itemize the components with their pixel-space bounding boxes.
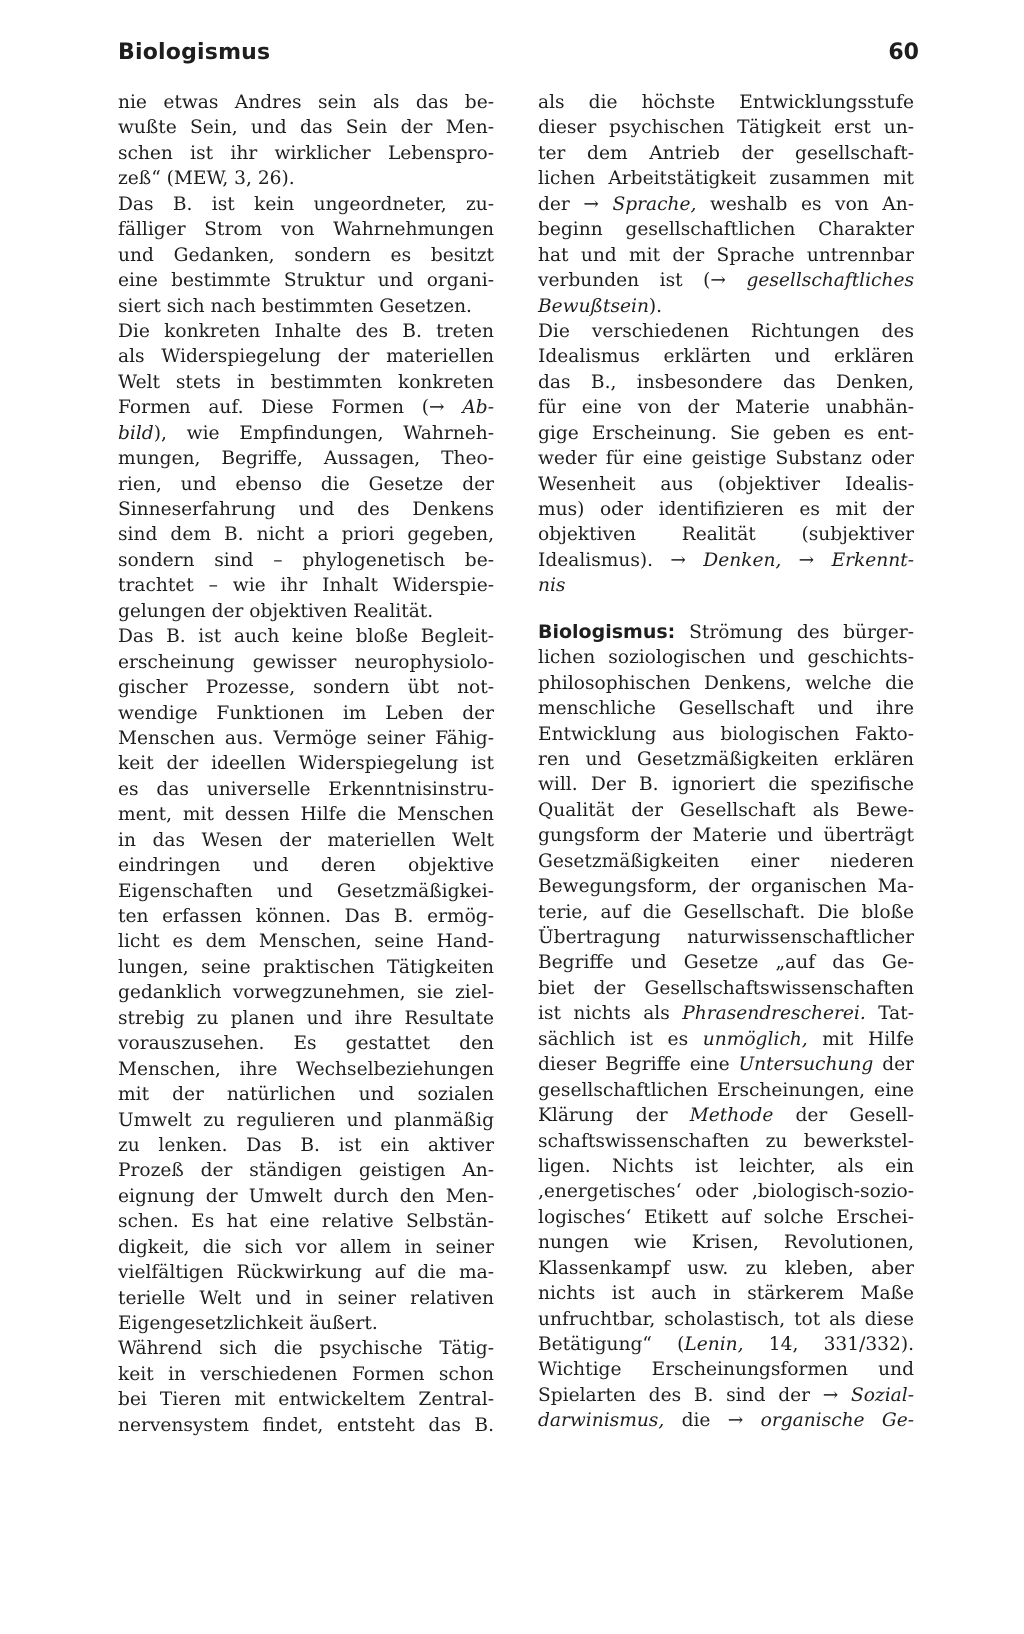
- text-line: [118, 904, 494, 929]
- text-run: gungsform der Materie und überträgt: [538, 825, 914, 847]
- text-run: Begriffe und Gesetze „auf das Ge-: [538, 952, 914, 974]
- text-run: Klassenkampf usw. zu kleben, aber: [538, 1257, 914, 1279]
- text-run: schen. Es hat eine relative Selbstän-: [118, 1211, 494, 1233]
- text-run: ment, mit dessen Hilfe die Menschen: [118, 804, 494, 826]
- text-line: [538, 696, 914, 721]
- text-run: rien, und ebenso die Gesetze der: [118, 473, 494, 495]
- right-column: [538, 90, 914, 1434]
- text-run: gischer Prozesse, sondern übt not-: [118, 677, 494, 699]
- text-run: Die verschiedenen Richtungen des: [538, 320, 914, 342]
- text-line: [118, 1387, 494, 1412]
- text-line: [538, 722, 914, 747]
- text-run: Eigengesetzlichkeit äußert.: [118, 1313, 378, 1334]
- text-run: sondern sind – phylogenetisch be-: [118, 549, 494, 571]
- text-line: [118, 802, 494, 827]
- text-run: dieser psychischen Tätigkeit erst un-: [538, 117, 914, 139]
- text-line: [538, 548, 914, 573]
- text-line: [538, 90, 914, 115]
- text-run: sächlich ist es: [538, 1028, 703, 1050]
- text-run: Umwelt zu regulieren und planmäßig: [118, 1109, 494, 1131]
- text-run: mit der natürlichen und sozialen: [118, 1084, 494, 1106]
- text-line: [538, 319, 914, 344]
- text-run: eine bestimmte Struktur und organi-: [118, 270, 494, 292]
- text-run: Tat-: [865, 1003, 914, 1025]
- text-line: [118, 1362, 494, 1387]
- italic-run: Ab-: [462, 397, 494, 419]
- text-run: ren und Gesetzmäßigkeiten erklären: [538, 748, 914, 770]
- text-run: verbunden ist (→: [538, 270, 747, 292]
- text-line: [538, 1230, 914, 1255]
- text-line: [118, 1235, 494, 1260]
- text-run: keit der ideellen Widerspiegelung ist: [118, 753, 494, 775]
- text-run: Sinneserfahrung und des Denkens: [118, 499, 494, 520]
- text-run: ), wie Empfindungen, Wahrneh-: [153, 422, 494, 444]
- text-line: [538, 370, 914, 395]
- text-line: [118, 141, 494, 166]
- text-run: Idealismus erklärten und erklären: [538, 346, 914, 368]
- text-run: strebig zu planen und ihre Resultate: [118, 1007, 494, 1029]
- text-line: [538, 1129, 914, 1154]
- text-line: [538, 395, 914, 420]
- text-run: Betätigung“ (: [538, 1334, 685, 1355]
- text-run: Klärung der: [538, 1105, 690, 1127]
- text-run: terie, auf die Gesellschaft. Die bloße: [538, 901, 914, 923]
- italic-run: Denken,: [703, 549, 782, 571]
- text-line: [538, 1307, 914, 1332]
- text-line: [118, 421, 494, 446]
- text-run: siert sich nach bestimmten Gesetzen.: [118, 295, 472, 317]
- text-run: zeß“ (MEW, 3, 26).: [118, 168, 295, 190]
- text-line: [118, 828, 494, 853]
- text-line: [538, 849, 914, 874]
- text-run: Formen auf. Diese Formen (→: [118, 397, 463, 419]
- italic-run: Methode: [689, 1105, 774, 1127]
- running-head: Biologismus: [118, 40, 271, 65]
- text-line: [538, 671, 914, 696]
- text-line: [118, 370, 494, 395]
- text-line: [118, 192, 494, 217]
- text-line: [118, 115, 494, 140]
- text-run: als Widerspiegelung der materiellen: [118, 346, 494, 368]
- text-run: gedanklich vorwegzunehmen, sie ziel-: [118, 982, 494, 1004]
- text-run: in das Wesen der materiellen Welt: [118, 829, 494, 851]
- text-line: [538, 243, 914, 268]
- text-run: mungen, Begriffe, Aussagen, Theo-: [118, 448, 494, 470]
- text-line: [118, 548, 494, 573]
- text-line: [118, 1209, 494, 1234]
- text-run: der Gesell-: [773, 1105, 914, 1127]
- text-line: [118, 1311, 494, 1336]
- text-line: [118, 294, 494, 319]
- text-run: der: [873, 1054, 914, 1076]
- text-line: [118, 929, 494, 954]
- text-run: Prozeß der ständigen geistigen An-: [118, 1160, 494, 1182]
- text-run: eindringen und deren objektive: [118, 855, 494, 877]
- text-run: die →: [664, 1410, 761, 1432]
- text-run: vorauszusehen. Es gestattet den: [118, 1033, 494, 1055]
- text-run: nie etwas Andres sein als das be-: [118, 92, 494, 113]
- text-line: [118, 166, 494, 191]
- text-line: [118, 853, 494, 878]
- text-run: schaftswissenschaften zu bewerkstel-: [538, 1130, 914, 1152]
- text-run: als die höchste Entwicklungsstufe: [538, 92, 914, 113]
- text-line: [538, 1332, 914, 1357]
- text-line: [538, 421, 914, 446]
- text-run: ist nichts als: [538, 1003, 683, 1025]
- text-line: [538, 115, 914, 140]
- text-line: [538, 1256, 914, 1281]
- italic-run: bild: [118, 422, 154, 444]
- text-run: Menschen, ihre Wechselbeziehungen: [118, 1058, 494, 1080]
- text-line: [538, 620, 914, 645]
- text-run: gige Erscheinung. Sie geben es ent-: [538, 422, 914, 444]
- text-line: [538, 772, 914, 797]
- italic-run: Lenin,: [684, 1334, 744, 1355]
- text-run: keit in verschiedenen Formen schon: [118, 1363, 494, 1385]
- text-run: weshalb es von An-: [696, 193, 914, 215]
- text-line: [118, 701, 494, 726]
- text-run: Idealismus). →: [538, 549, 704, 571]
- text-line: [538, 141, 914, 166]
- text-line: [538, 1179, 914, 1204]
- text-line: [118, 344, 494, 369]
- text-run: biet der Gesellschaftswissenschaften: [538, 977, 914, 999]
- italic-run: Untersuchung: [738, 1054, 874, 1076]
- text-run: eignung der Umwelt durch den Men-: [118, 1185, 494, 1207]
- italic-run: Bewußtsein: [538, 295, 649, 317]
- text-line: [538, 950, 914, 975]
- text-line: [118, 980, 494, 1005]
- text-line: [118, 726, 494, 751]
- text-run: hat und mit der Sprache untrennbar: [538, 244, 914, 266]
- text-line: [118, 1286, 494, 1311]
- text-line: [538, 573, 914, 598]
- text-run: gesellschaftlichen Erscheinungen, eine: [538, 1079, 914, 1101]
- text-run: Bewegungsform, der organischen Ma-: [538, 876, 914, 898]
- text-run: nichts ist auch in stärkerem Maße: [538, 1283, 914, 1305]
- italic-run: nis: [538, 575, 566, 597]
- text-run: Welt stets in bestimmten konkreten: [118, 371, 494, 393]
- text-run: weder für eine geistige Substanz oder: [538, 448, 914, 470]
- text-run: digkeit, die sich vor allem in seiner: [118, 1236, 494, 1258]
- text-run: zu lenken. Das B. ist ein aktiver: [118, 1134, 494, 1156]
- text-line: [118, 1108, 494, 1133]
- italic-run: Phrasendrescherei.: [682, 1003, 866, 1025]
- text-line: [538, 268, 914, 293]
- text-line: [118, 599, 494, 624]
- text-line: [118, 268, 494, 293]
- text-line: [118, 777, 494, 802]
- text-line: [538, 874, 914, 899]
- text-run: für eine von der Materie unabhän-: [538, 397, 914, 419]
- text-line: [118, 1260, 494, 1285]
- text-run: lungen, seine praktischen Tätigkeiten: [118, 956, 494, 978]
- italic-run: organische Ge-: [760, 1410, 914, 1432]
- text-run: dieser Begriffe eine: [538, 1054, 739, 1076]
- page-number: 60: [888, 40, 919, 65]
- text-run: mus) oder identifizieren es mit der: [538, 499, 914, 520]
- text-line: [538, 1281, 914, 1306]
- text-line: [118, 446, 494, 471]
- text-run: Das B. ist auch keine bloße Begleit-: [118, 626, 494, 648]
- text-line: [118, 1031, 494, 1056]
- text-line: [538, 747, 914, 772]
- text-run: Das B. ist kein ungeordneter, zu-: [118, 193, 494, 215]
- text-line: [118, 1133, 494, 1158]
- text-line: [538, 1052, 914, 1077]
- text-line: [118, 243, 494, 268]
- text-run: erscheinung gewisser neurophysiolo-: [118, 651, 494, 673]
- text-line: [538, 976, 914, 1001]
- text-run: →: [781, 549, 832, 571]
- text-line: [538, 344, 914, 369]
- text-line: [538, 192, 914, 217]
- italic-run: unmöglich,: [702, 1028, 808, 1050]
- text-line: [538, 1001, 914, 1026]
- text-run: lichen soziologischen und geschichts-: [538, 647, 914, 669]
- text-run: Die konkreten Inhalte des B. treten: [118, 320, 494, 342]
- text-run: wendige Funktionen im Leben der: [118, 702, 494, 724]
- text-line: [118, 751, 494, 776]
- text-run: Qualität der Gesellschaft als Bewe-: [538, 799, 914, 821]
- text-run: der →: [538, 193, 613, 215]
- text-line: [538, 645, 914, 670]
- text-run: Spielarten des B. sind der →: [538, 1384, 851, 1406]
- text-line: [118, 472, 494, 497]
- text-line: [118, 90, 494, 115]
- text-run: lichen Arbeitstätigkeit zusammen mit: [538, 168, 914, 190]
- text-run: bei Tieren mit entwickeltem Zentral-: [118, 1389, 494, 1411]
- text-run: ).: [648, 295, 663, 317]
- text-line: [538, 1103, 914, 1128]
- text-run: das B., insbesondere das Denken,: [538, 371, 914, 393]
- text-line: [538, 472, 914, 497]
- text-line: [538, 823, 914, 848]
- text-line: [118, 522, 494, 547]
- text-run: terielle Welt und in seiner relativen: [118, 1287, 494, 1309]
- text-line: [118, 955, 494, 980]
- italic-run: Sozial-: [851, 1384, 914, 1406]
- text-line: [538, 1357, 914, 1382]
- text-run: beginn gesellschaftlichen Charakter: [538, 219, 914, 241]
- text-line: [118, 319, 494, 344]
- text-run: ter dem Antrieb der gesellschaft-: [538, 142, 914, 164]
- text-run: Strömung des bürger-: [675, 621, 914, 643]
- text-line: [118, 1184, 494, 1209]
- text-run: trachtet – wie ihr Inhalt Widerspie-: [118, 575, 494, 597]
- text-line: [118, 1158, 494, 1183]
- text-run: sind dem B. nicht a priori gegeben,: [118, 524, 494, 546]
- text-line: [118, 1006, 494, 1031]
- text-line: [538, 1205, 914, 1230]
- text-line: [538, 1408, 914, 1433]
- text-run: Gesetzmäßigkeiten einer niederen: [538, 850, 914, 872]
- italic-run: darwinismus,: [538, 1410, 665, 1432]
- text-line: [118, 1413, 494, 1438]
- text-run: menschliche Gesellschaft und ihre: [538, 698, 914, 720]
- text-run: fälliger Strom von Wahrnehmungen: [118, 219, 494, 241]
- italic-run: gesellschaftliches: [746, 270, 914, 292]
- text-run: Wichtige Erscheinungsformen und: [538, 1359, 914, 1381]
- text-run: ‚energetisches‘ oder ‚biologisch-sozio-: [538, 1181, 914, 1203]
- text-run: nungen wie Krisen, Revolutionen,: [538, 1232, 914, 1254]
- text-run: gelungen der objektiven Realität.: [118, 600, 434, 622]
- text-run: objektiven Realität (subjektiver: [538, 524, 914, 546]
- text-line: [118, 573, 494, 598]
- text-line: [118, 395, 494, 420]
- text-run: logisches‘ Etikett auf solche Erschei-: [538, 1206, 914, 1228]
- text-line: [118, 675, 494, 700]
- text-line: [538, 497, 914, 522]
- text-line: [538, 1383, 914, 1408]
- text-line: [118, 1057, 494, 1082]
- text-line: [118, 1336, 494, 1361]
- text-run: Während sich die psychische Tätig-: [118, 1338, 494, 1360]
- text-run: nervensystem findet, entsteht das B.: [118, 1414, 494, 1436]
- text-line: [538, 294, 914, 319]
- text-run: Wesenheit aus (objektiver Idealis-: [538, 473, 914, 495]
- text-run: Menschen aus. Vermöge seiner Fähig-: [118, 727, 494, 749]
- text-run: unfruchtbar, scholastisch, tot als diese: [538, 1308, 914, 1330]
- text-line: [538, 900, 914, 925]
- text-run: Übertragung naturwissenschaftlicher: [538, 927, 914, 948]
- text-run: wußte Sein, und das Sein der Men-: [118, 117, 494, 139]
- italic-run: Sprache,: [612, 193, 697, 215]
- text-line: [118, 497, 494, 522]
- text-line: [118, 650, 494, 675]
- text-line: [118, 217, 494, 242]
- left-column: [118, 90, 494, 1438]
- text-run: Entwicklung aus biologischen Fakto-: [538, 723, 914, 745]
- text-line: [118, 1082, 494, 1107]
- text-run: ten erfassen können. Das B. ermög-: [118, 906, 494, 927]
- text-line: [538, 166, 914, 191]
- text-run: es das universelle Erkenntnisinstru-: [118, 778, 494, 800]
- text-line: [538, 217, 914, 242]
- text-run: mit Hilfe: [807, 1028, 914, 1050]
- text-run: vielfältigen Rückwirkung auf die ma-: [118, 1262, 494, 1284]
- text-line: [538, 522, 914, 547]
- text-run: ligen. Nichts ist leichter, als ein: [538, 1155, 914, 1177]
- text-run: und Gedanken, sondern es besitzt: [118, 244, 494, 266]
- text-run: schen ist ihr wirklicher Lebenspro-: [118, 142, 494, 164]
- italic-run: Erkennt-: [831, 549, 914, 571]
- text-line: [118, 879, 494, 904]
- text-run: Eigenschaften und Gesetzmäßigkei-: [118, 880, 494, 902]
- text-line: [538, 446, 914, 471]
- text-line: [538, 1027, 914, 1052]
- text-line: [538, 1154, 914, 1179]
- text-line: [118, 624, 494, 649]
- text-line: [538, 1078, 914, 1103]
- text-line: [538, 798, 914, 823]
- entry-headword: Biologismus:: [538, 620, 676, 643]
- text-run: will. Der B. ignoriert die spezifische: [538, 774, 914, 796]
- text-line: [538, 925, 914, 950]
- text-run: 14, 331/332).: [743, 1334, 914, 1355]
- text-run: philosophischen Denkens, welche die: [538, 672, 914, 694]
- text-run: licht es dem Menschen, seine Hand-: [118, 931, 494, 953]
